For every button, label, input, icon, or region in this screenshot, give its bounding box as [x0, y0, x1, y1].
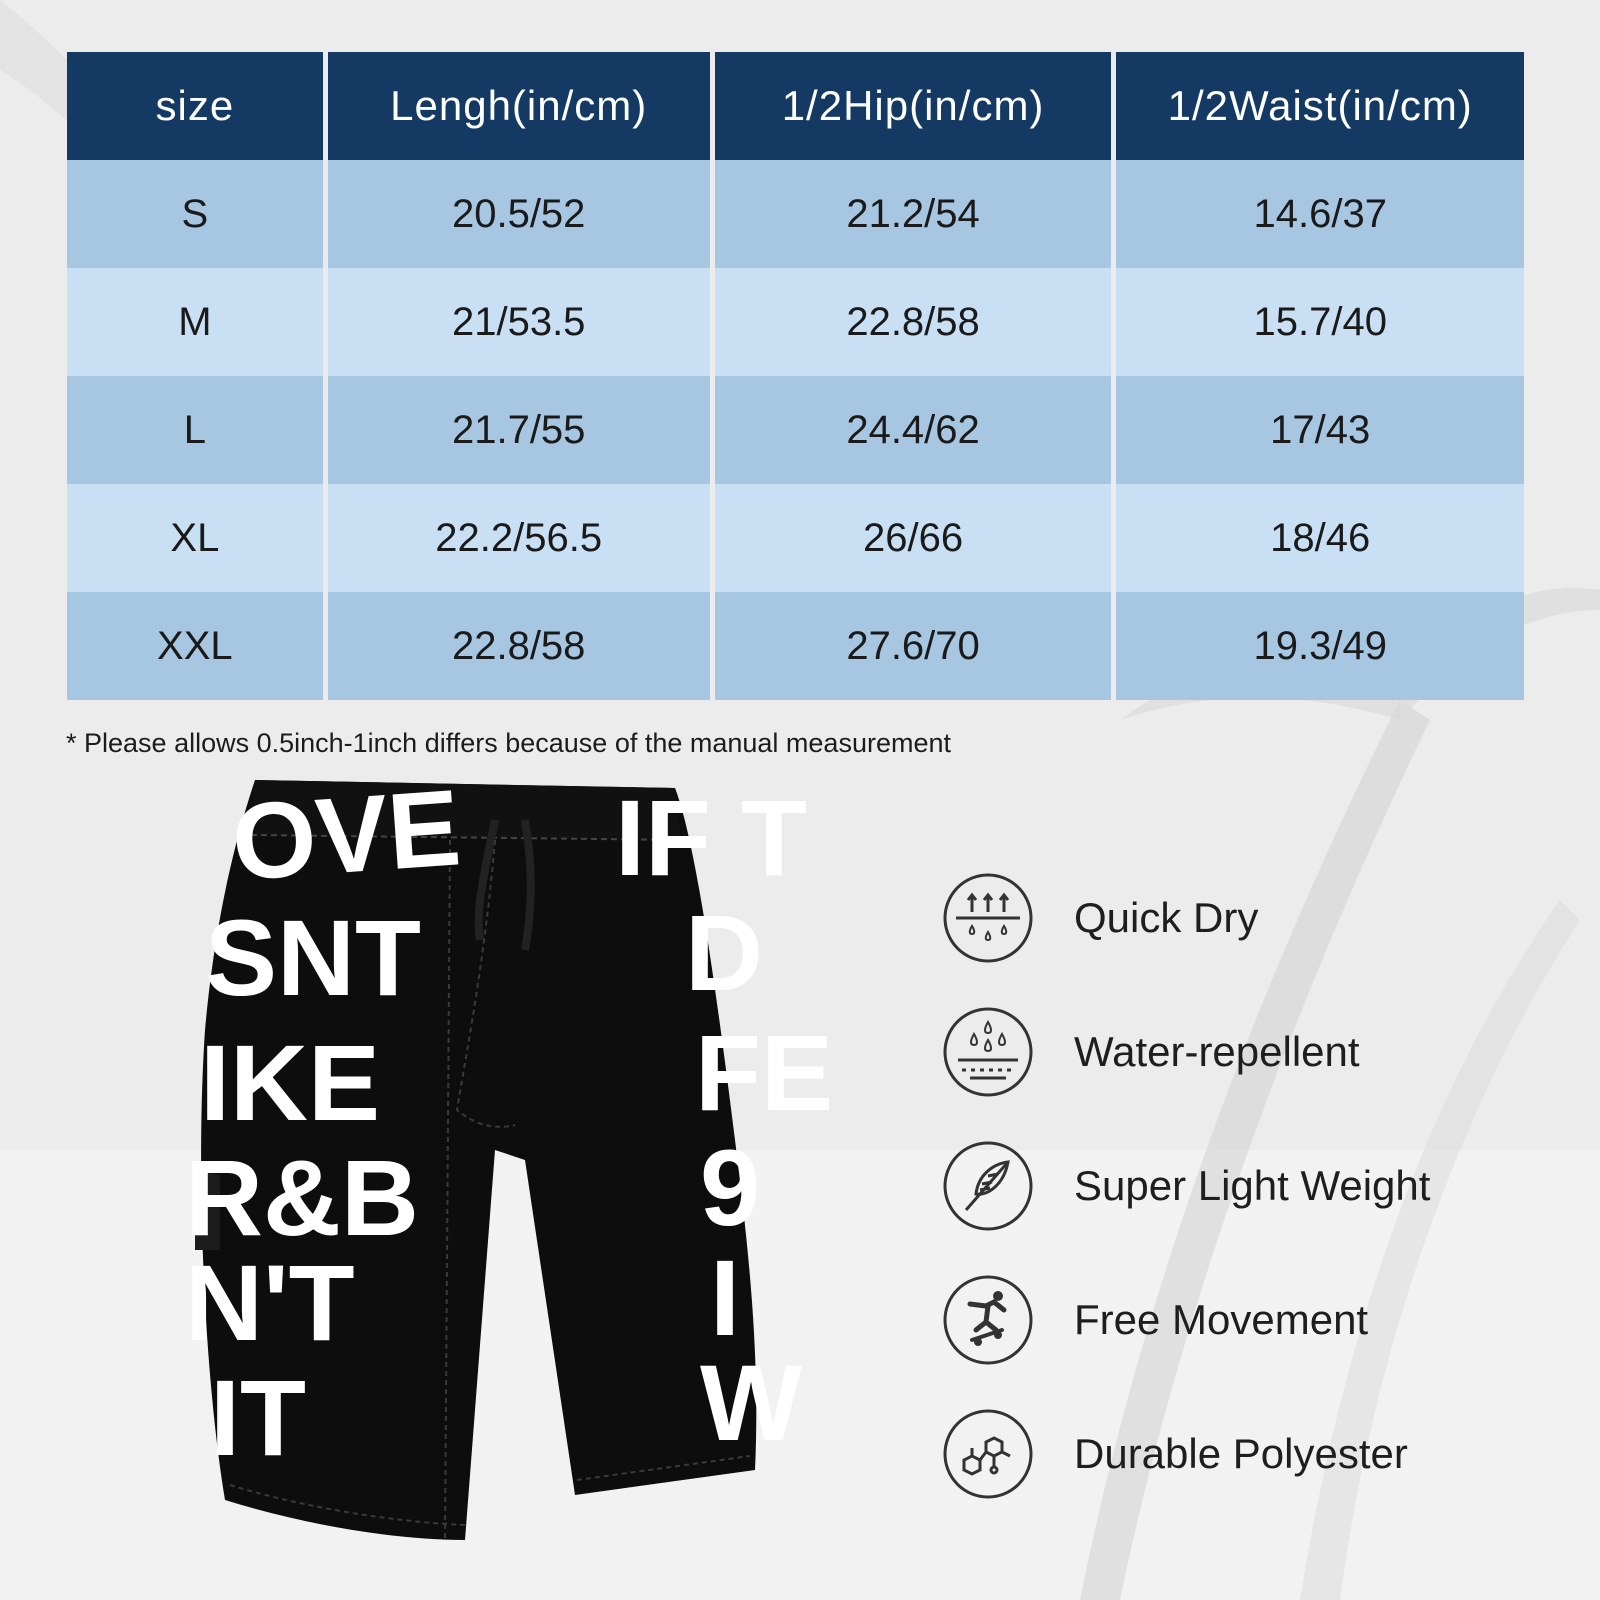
size-chart-table: [62, 52, 1529, 700]
cell-hip: 21.2/54: [715, 160, 1112, 268]
cell-length: 22.8/58: [328, 592, 710, 700]
cell-length: 22.2/56.5: [328, 484, 710, 592]
cell-hip: 22.8/58: [715, 268, 1112, 376]
cell-waist: 15.7/40: [1116, 268, 1524, 376]
print-text-left-1: OVE: [228, 766, 465, 903]
cell-hip: 27.6/70: [715, 592, 1112, 700]
print-text-left-5: N'T: [185, 1242, 355, 1363]
table-row: [67, 268, 1524, 376]
print-text-left-2: SNT: [205, 897, 421, 1018]
water-repellent-icon: [942, 1006, 1034, 1098]
print-text-right-5: I: [710, 1237, 741, 1358]
header-size: size: [67, 52, 323, 160]
header-half-hip: 1/2Hip(in/cm): [715, 52, 1112, 160]
print-text-right-2: D: [685, 892, 763, 1013]
cell-length: 21/53.5: [328, 268, 710, 376]
cell-hip: 24.4/62: [715, 376, 1112, 484]
measurement-note: * Please allows 0.5inch-1inch differs because of the manual measurement: [66, 728, 952, 758]
print-text-right-3: FE: [695, 1012, 834, 1133]
feature-label: Durable Polyester: [1074, 1430, 1408, 1477]
print-text-left-3: IKE: [200, 1022, 381, 1143]
cell-waist: 17/43: [1116, 376, 1524, 484]
cell-waist: 18/46: [1116, 484, 1524, 592]
cell-waist: 19.3/49: [1116, 592, 1524, 700]
cell-size: S: [67, 160, 323, 268]
feature-item-light-weight: [942, 1140, 1562, 1232]
table-row: [67, 160, 1524, 268]
skater-icon: [942, 1274, 1034, 1366]
polyester-molecule-icon: [942, 1408, 1034, 1500]
quick-dry-icon: [942, 872, 1034, 964]
feature-item-durable-polyester: [942, 1408, 1562, 1500]
table-row: [67, 484, 1524, 592]
feature-label: Free Movement: [1074, 1296, 1369, 1343]
header-half-waist: 1/2Waist(in/cm): [1116, 52, 1524, 160]
feature-list: [942, 872, 1562, 1542]
cell-length: 21.7/55: [328, 376, 710, 484]
product-shorts-image: [185, 766, 834, 1580]
cell-waist: 14.6/37: [1116, 160, 1524, 268]
cell-hip: 26/66: [715, 484, 1112, 592]
print-text-right-1: IF T: [615, 777, 807, 898]
table-row: [67, 376, 1524, 484]
print-text-right-6: W: [700, 1342, 802, 1463]
feature-item-free-movement: [942, 1274, 1562, 1366]
print-text-left-4: R&B: [185, 1137, 419, 1258]
cell-size: L: [67, 376, 323, 484]
feather-icon: [942, 1140, 1034, 1232]
header-length: Lengh(in/cm): [328, 52, 710, 160]
feature-item-water-repellent: [942, 1006, 1562, 1098]
feature-label: Quick Dry: [1074, 894, 1259, 941]
print-text-left-6: IT: [210, 1357, 306, 1478]
cell-size: XL: [67, 484, 323, 592]
table-row: [67, 592, 1524, 700]
cell-size: M: [67, 268, 323, 376]
feature-item-quick-dry: [942, 872, 1562, 964]
print-text-right-4: 9: [700, 1127, 761, 1248]
cell-size: XXL: [67, 592, 323, 700]
cell-length: 20.5/52: [328, 160, 710, 268]
feature-label: Water-repellent: [1074, 1028, 1360, 1075]
feature-label: Super Light Weight: [1074, 1162, 1431, 1209]
size-chart-header-row: [67, 52, 1524, 160]
